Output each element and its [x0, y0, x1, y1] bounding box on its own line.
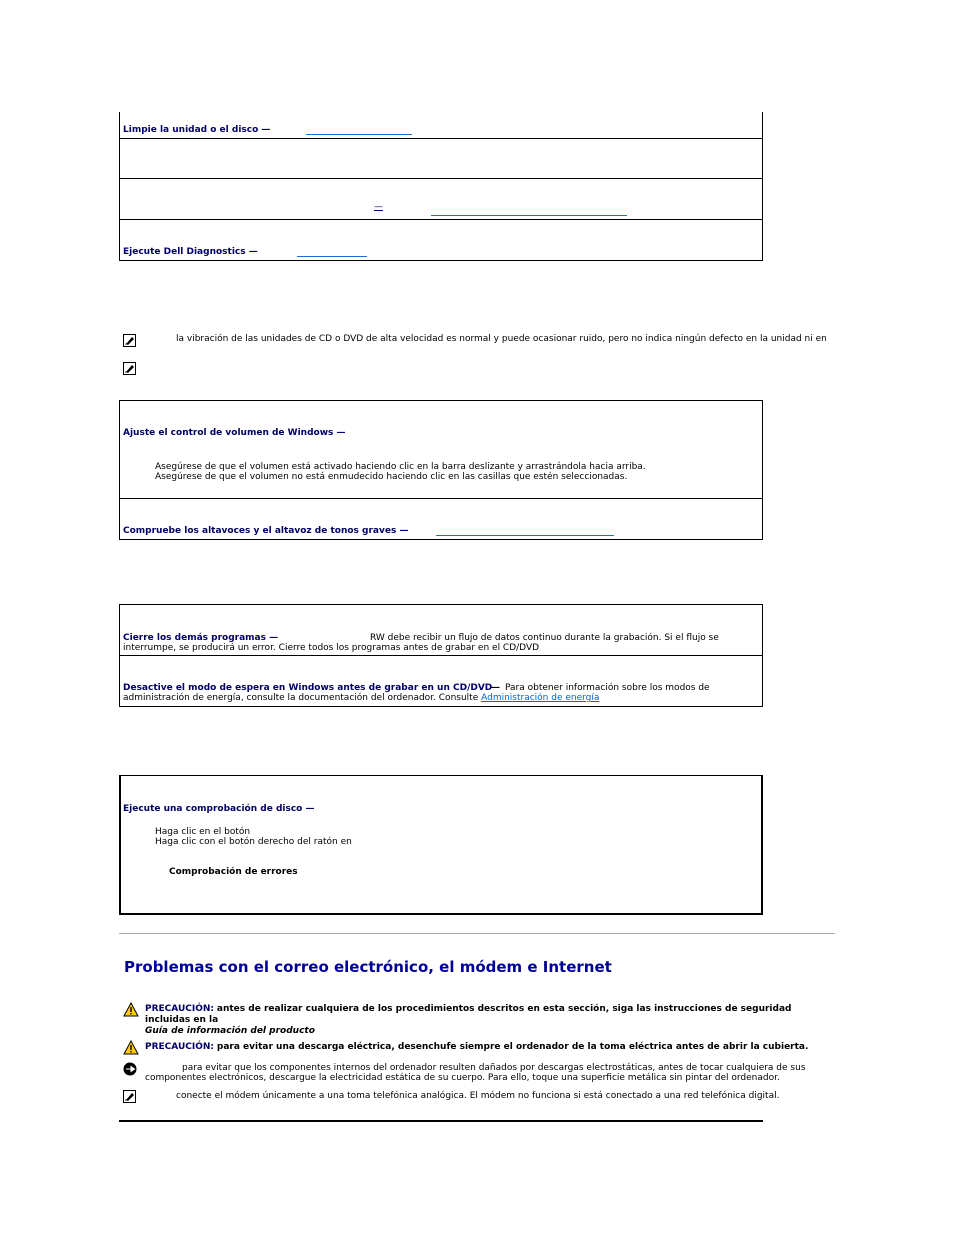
diagnostics-link[interactable] [297, 256, 367, 257]
caution-label: PRECAUCIÓN: [145, 1042, 215, 1052]
section-divider [119, 933, 835, 934]
clean-drive-link[interactable] [306, 134, 412, 135]
product-guide-title: Guía de información del producto [145, 1026, 315, 1036]
sound-row-divider [120, 498, 762, 499]
standby-text-line: administración de energía, consulte la documentación del ordenador. Consulte [123, 693, 479, 703]
note-pencil-icon [123, 1090, 136, 1103]
volume-item: Asegúrese de que el volumen está activado haciendo clic en la barra deslizante y arrastrándola hacia arriba. [155, 462, 646, 472]
disk-step: Haga clic en el botón [155, 827, 251, 837]
standby-text: Para obtener información sobre los modos de [505, 683, 710, 693]
power-management-link[interactable]: Administración de energía [481, 693, 600, 703]
caution-text: antes de realizar cualquiera de los procedimientos descritos en esta sección, siga las instrucciones de seguridad incluidas en la [145, 1004, 792, 1025]
drive-row-divider [120, 219, 762, 220]
drive-table-right-border [762, 112, 763, 261]
close-programs-text: RW debe recibir un flujo de datos continuo durante la grabación. Si el flujo se [370, 633, 719, 643]
bottom-rule [119, 1120, 763, 1122]
row3-link[interactable] [431, 215, 627, 216]
drive-row-divider [120, 138, 762, 139]
drive-table-bottom-border [119, 260, 763, 261]
speakers-label: Compruebe los altavoces y el altavoz de tonos graves — [123, 526, 409, 536]
warning-triangle-icon [123, 1002, 139, 1017]
note-pencil-icon [123, 334, 136, 347]
notice-line: para evitar que los componentes internos del ordenador resulten dañados por descargas electrostáticas, antes de tocar cualquiera de sus [182, 1063, 806, 1073]
standby-dash: — [491, 683, 500, 693]
close-programs-label: Cierre los demás programas — [123, 633, 279, 643]
section-title: Problemas con el correo electrónico, el módem e Internet [124, 958, 612, 976]
standby-text [123, 693, 599, 703]
caution-1 [145, 1004, 825, 1037]
error-check-label: Comprobación de errores [169, 867, 298, 877]
disk-step: Haga clic con el botón derecho del ratón en [155, 837, 352, 847]
run-diagnostics-label: Ejecute Dell Diagnostics — [123, 247, 258, 257]
vibration-note: la vibración de las unidades de CD o DVD de alta velocidad es normal y puede ocasionar ruido, pero no indica ningún defecto en la unidad ni en [176, 334, 827, 344]
caution-2 [145, 1042, 825, 1053]
drive-table-left-border [119, 112, 120, 261]
close-programs-text: interrumpe, se producirá un error. Cierre todos los programas antes de grabar en el CD/DVD [123, 643, 540, 653]
row3-dash: — [374, 202, 383, 212]
clean-drive-label: Limpie la unidad o el disco — [123, 125, 271, 135]
modem-note: conecte el módem únicamente a una toma telefónica analógica. El módem no funciona si está conectado a una red telefónica digital. [176, 1091, 780, 1101]
disk-check-label: Ejecute una comprobación de disco — [123, 804, 315, 814]
warning-triangle-icon [123, 1040, 139, 1055]
volume-item: Asegúrese de que el volumen no está enmudecido haciendo clic en las casillas que estén seleccionadas. [155, 472, 628, 482]
note-pencil-icon [123, 362, 136, 375]
notice-text: componentes electrónicos, descargue la electricidad estática de su cuerpo. Para ello, toque una superficie metálica sin pintar del ordenador. [145, 1073, 780, 1083]
notice-text [182, 1063, 806, 1073]
speakers-link[interactable] [436, 535, 614, 536]
caution-text: para evitar una descarga eléctrica, desenchufe siempre el ordenador de la toma eléctrica antes de abrir la cubierta. [216, 1042, 809, 1052]
standby-label: Desactive el modo de espera en Windows antes de grabar en un CD/DVD [123, 683, 493, 693]
drive-row-divider [120, 178, 762, 179]
volume-control-label: Ajuste el control de volumen de Windows — [123, 428, 346, 438]
burn-row-divider [120, 655, 762, 656]
caution-label: PRECAUCIÓN: [145, 1004, 215, 1014]
notice-hand-icon [123, 1062, 137, 1076]
